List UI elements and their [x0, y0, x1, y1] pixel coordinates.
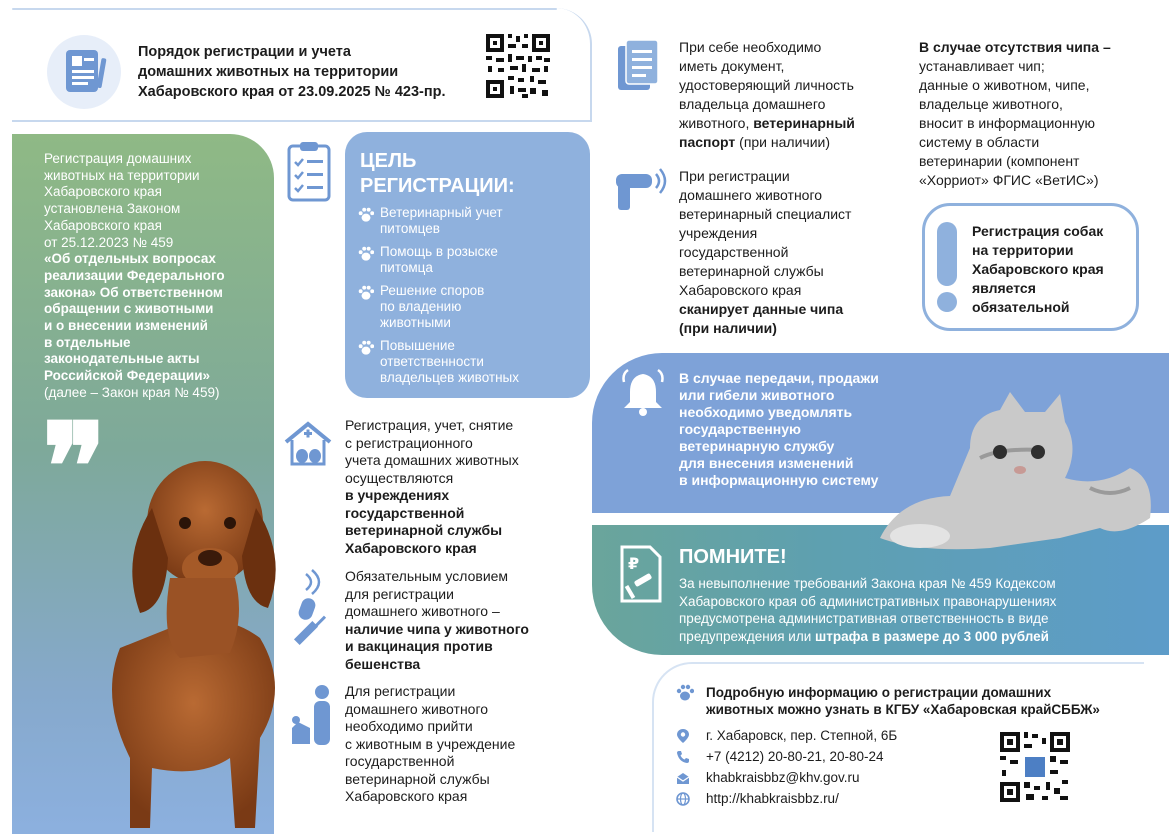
text-span: Для регистрации: [345, 683, 456, 699]
title-line: Порядок регистрации и учета: [138, 44, 351, 60]
goal-title: [360, 149, 515, 199]
law-line: [44, 218, 259, 235]
text-span: Регистрация, учет, снятие: [345, 417, 514, 433]
goal-item-line: животными: [380, 315, 451, 330]
goal-title-line: ЦЕЛЬ: [360, 150, 417, 172]
page-title: [138, 42, 478, 102]
no-chip-line: [919, 38, 1159, 57]
no-chip-text: [919, 38, 1159, 190]
location-pin-icon: [676, 728, 706, 744]
goal-item-line: владельцев животных: [380, 370, 520, 385]
text-span: осуществляются: [345, 469, 454, 486]
qr-code-top[interactable]: [482, 30, 554, 102]
text-span: вносит в информационную: [919, 115, 1096, 131]
law-line: [44, 201, 259, 218]
mid-line: [345, 718, 580, 736]
info-heading: [706, 684, 1146, 718]
scanner-text: [679, 167, 909, 338]
mid-line: [345, 638, 580, 656]
text-span: и вакцинация против: [345, 638, 493, 654]
law-line: [44, 168, 259, 185]
text-span: За невыполнение требований Закона края № 459 Кодексом: [679, 576, 1056, 591]
text-span: учета домашних животных: [345, 452, 519, 468]
mid-line: [345, 753, 580, 771]
mandatory-line: на территории: [972, 242, 1074, 258]
goal-item-line: по владению: [380, 299, 462, 314]
transfer-line: необходимо уведомлять: [679, 404, 853, 420]
no-chip-line: [919, 95, 1159, 114]
remember-line: [679, 610, 1149, 628]
law-line: [44, 268, 259, 285]
text-span: Хабаровского края: [345, 539, 477, 556]
text-span: (при наличии): [735, 134, 830, 150]
qr-code-bottom[interactable]: [996, 728, 1074, 806]
text-span: При регистрации: [679, 168, 790, 184]
mid-line: [345, 621, 580, 639]
text-span: систему в области: [919, 134, 1040, 150]
text-span: ветеринарной службы: [345, 770, 490, 787]
goal-item-line: Ветеринарный учет: [380, 205, 503, 220]
text-span: от 25.12.2023 № 459: [44, 234, 174, 250]
contact-text: +7 (4212) 20-80-21, 20-80-24: [706, 749, 884, 764]
text-span: реализации Федерального: [44, 267, 225, 283]
documents-line: [679, 76, 909, 95]
text-span: Хабаровского края об административных правонарушениях: [679, 593, 1057, 609]
text-span: устанавливает чип;: [919, 58, 1045, 74]
bell-icon: [620, 368, 666, 418]
text-span: Хабаровского края: [44, 184, 162, 200]
text-span: иметь документ,: [679, 58, 785, 74]
no-chip-line: [919, 114, 1159, 133]
law-line: [44, 301, 259, 318]
paw-icon: [358, 207, 380, 223]
visit-text: [345, 683, 580, 806]
transfer-line: государственную: [679, 421, 801, 437]
mid-line: [345, 788, 580, 806]
text-span: «Хорриот» ФГИС «ВетИС»): [919, 172, 1099, 188]
text-span: Хабаровского края: [44, 217, 162, 233]
documents-line: [679, 114, 909, 133]
text-span: Хабаровского края: [679, 282, 802, 298]
goal-item-text: [380, 244, 498, 276]
law-line: [44, 235, 259, 252]
text-span: государственной: [679, 244, 789, 260]
text-span: владельце животного,: [919, 96, 1063, 112]
mid-line: [345, 417, 580, 435]
text-span: государственной: [345, 753, 455, 769]
text-span: Регистрация домашних: [44, 151, 192, 166]
law-line: [44, 351, 259, 368]
goal-item-line: ответственности: [380, 354, 484, 369]
mid-line: [345, 522, 580, 540]
transfer-line: или гибели животного: [679, 387, 835, 403]
text-span: животных на территории: [44, 167, 200, 183]
mandatory-line: обязательной: [972, 299, 1070, 315]
kitten-image: [860, 388, 1160, 558]
text-span: для регистрации: [345, 585, 454, 602]
goal-item-line: Решение споров: [380, 283, 485, 298]
goal-item-text: [380, 205, 503, 237]
text-span: владельца домашнего: [679, 96, 826, 112]
person-with-pet-icon: [288, 684, 338, 748]
remember-title: ПОМНИТЕ!: [679, 546, 787, 568]
text-span: домашнего животного: [679, 187, 823, 203]
text-span: и о внесении изменений: [44, 318, 208, 334]
text-span: При себе необходимо: [679, 39, 822, 55]
text-span: (при наличии): [679, 320, 777, 336]
law-line: [44, 184, 259, 201]
text-span: ветеринарии (компонент: [919, 153, 1080, 169]
text-span: закона» Об ответственном: [44, 284, 223, 300]
text-span: удостоверяющий личность: [679, 77, 854, 93]
documents-text: [679, 38, 909, 152]
goal-item-line: Повышение: [380, 338, 455, 353]
remember-line: [679, 593, 1149, 611]
goal-item-line: питомца: [380, 260, 433, 275]
text-span: ветеринарный: [753, 115, 855, 131]
goal-item: [358, 205, 583, 237]
scanner-line: [679, 224, 909, 243]
text-span: наличие чипа у животного: [345, 620, 529, 637]
goal-list: [358, 205, 583, 393]
scanner-line: [679, 300, 909, 319]
scanner-line: [679, 319, 909, 338]
info-heading-line: Подробную информацию о регистрации домашних: [706, 685, 1052, 700]
mid-line: [345, 586, 580, 604]
text-span: домашнего животного: [345, 700, 489, 717]
mid-line: [345, 656, 580, 674]
mid-line: [345, 701, 580, 719]
dachshund-image: [60, 438, 320, 838]
documents-icon: [614, 38, 664, 98]
text-span: «Об отдельных вопросах: [44, 251, 216, 267]
mid-line: [345, 452, 580, 470]
exclamation-icon: [934, 220, 960, 314]
document-icon: [46, 34, 122, 110]
text-span: В случае отсутствия чипа –: [919, 39, 1111, 55]
no-chip-line: [919, 171, 1159, 190]
contact-row[interactable]: [676, 767, 986, 788]
title-line: домашних животных на территории: [138, 64, 399, 80]
contacts-list: [676, 725, 986, 809]
text-span: животного,: [679, 115, 754, 131]
law-line: [44, 151, 259, 168]
law-text: [44, 151, 259, 402]
contact-row[interactable]: [676, 746, 986, 767]
text-span: ветеринарный специалист: [679, 206, 852, 222]
law-line: [44, 285, 259, 302]
text-span: ветеринарной службы: [345, 522, 503, 538]
paw-icon: [358, 285, 380, 301]
contact-row[interactable]: [676, 788, 986, 809]
documents-line: [679, 95, 909, 114]
transfer-line: для внесения изменений: [679, 455, 854, 471]
scanner-line: [679, 167, 909, 186]
vet-clinic-icon: [282, 418, 334, 470]
text-span: в отдельные: [44, 334, 131, 350]
goal-item-text: [380, 338, 519, 386]
chip-syringe-icon: [290, 568, 338, 648]
mid-line: [345, 540, 580, 558]
law-line: [44, 368, 259, 385]
text-span: установлена Законом: [44, 201, 181, 217]
no-chip-line: [919, 152, 1159, 171]
mid-line: [345, 487, 580, 505]
mid-line: [345, 771, 580, 789]
text-span: Российской Федерации»: [44, 368, 211, 384]
mid-line: [345, 470, 580, 488]
text-span: (далее – Закон края № 459): [44, 384, 220, 400]
remember-line: [679, 575, 1149, 593]
text-span: с животным в учреждение: [345, 735, 516, 752]
phone-icon: [676, 750, 706, 764]
mid-line: [345, 568, 580, 586]
text-span: домашнего животного –: [345, 603, 500, 619]
mandatory-line: является: [972, 280, 1036, 296]
text-span: с регистрационного: [345, 434, 473, 451]
mandatory-line: Хабаровского края: [972, 261, 1104, 277]
documents-line: [679, 133, 909, 152]
law-line: [44, 335, 259, 352]
law-line: [44, 318, 259, 335]
contact-text: khabkraisbbz@khv.gov.ru: [706, 770, 860, 785]
mid-line: [345, 435, 580, 453]
goal-item: [358, 244, 583, 276]
mandatory-text: [972, 222, 1137, 317]
text-span: паспорт: [679, 134, 736, 150]
no-chip-line: [919, 57, 1159, 76]
transfer-line: в информационную систему: [679, 472, 879, 488]
text-span: данные о животном, чипе,: [919, 77, 1090, 93]
paw-icon: [358, 246, 380, 262]
mail-icon: [676, 771, 706, 785]
goal-item-text: [380, 283, 484, 331]
registration-place-text: [345, 417, 580, 557]
mid-line: [345, 683, 580, 701]
goal-item: [358, 283, 583, 331]
scanner-line: [679, 205, 909, 224]
info-heading-line: животных можно узнать в КГБУ «Хабаровская крайСББЖ»: [706, 702, 1100, 717]
documents-line: [679, 38, 909, 57]
text-span: предусмотрена административная ответственность в виде: [679, 611, 1049, 626]
text-span: предупреждения или: [679, 628, 816, 644]
documents-line: [679, 57, 909, 76]
contact-text: г. Хабаровск, пер. Степной, 6Б: [706, 728, 898, 743]
chip-condition-text: [345, 568, 580, 673]
remember-line: [679, 628, 1149, 646]
title-line: Хабаровского края от 23.09.2025 № 423-пр.: [138, 84, 446, 100]
goal-title-line: РЕГИСТРАЦИИ:: [360, 175, 515, 197]
law-line: [44, 251, 259, 268]
scanner-line: [679, 186, 909, 205]
mid-line: [345, 736, 580, 754]
globe-icon: [676, 792, 706, 806]
text-span: Хабаровского края: [345, 788, 468, 804]
header-top-line: [12, 8, 557, 10]
text-span: законодательные акты: [44, 351, 200, 367]
goal-item-line: питомцев: [380, 221, 440, 236]
paw-icon: [676, 684, 694, 702]
contact-row: [676, 725, 986, 746]
no-chip-line: [919, 133, 1159, 152]
goal-item: [358, 338, 583, 386]
remember-text: [679, 575, 1149, 645]
text-span: в учреждениях: [345, 487, 450, 503]
contact-text: http://khabkraisbbz.ru/: [706, 791, 839, 806]
text-span: учреждения: [679, 225, 758, 241]
law-fine-icon: [620, 545, 664, 603]
mid-line: [345, 505, 580, 523]
scanner-line: [679, 281, 909, 300]
text-span: ветеринарной службы: [679, 263, 824, 279]
no-chip-line: [919, 76, 1159, 95]
svg-text:₽: ₽: [628, 554, 640, 573]
scanner-line: [679, 243, 909, 262]
paw-icon: [358, 340, 380, 356]
text-span: сканирует данные чипа: [679, 301, 844, 317]
text-span: бешенства: [345, 655, 421, 672]
text-span: штрафа в размере до 3 000 рублей: [815, 628, 1049, 644]
scanner-line: [679, 262, 909, 281]
text-span: государственной: [345, 504, 465, 521]
chip-scanner-icon: [612, 166, 670, 216]
text-span: необходимо прийти: [345, 718, 473, 734]
goal-item-line: Помощь в розыске: [380, 244, 498, 259]
mandatory-line: Регистрация собак: [972, 223, 1104, 239]
text-span: обращении с животными: [44, 301, 214, 317]
quote-mark-icon: ❞: [42, 397, 107, 538]
mid-line: [345, 603, 580, 621]
text-span: Обязательным условием: [345, 568, 509, 584]
transfer-line: В случае передачи, продажи: [679, 370, 879, 386]
transfer-line: ветеринарную службу: [679, 438, 835, 454]
clipboard-checklist-icon: [286, 140, 332, 202]
